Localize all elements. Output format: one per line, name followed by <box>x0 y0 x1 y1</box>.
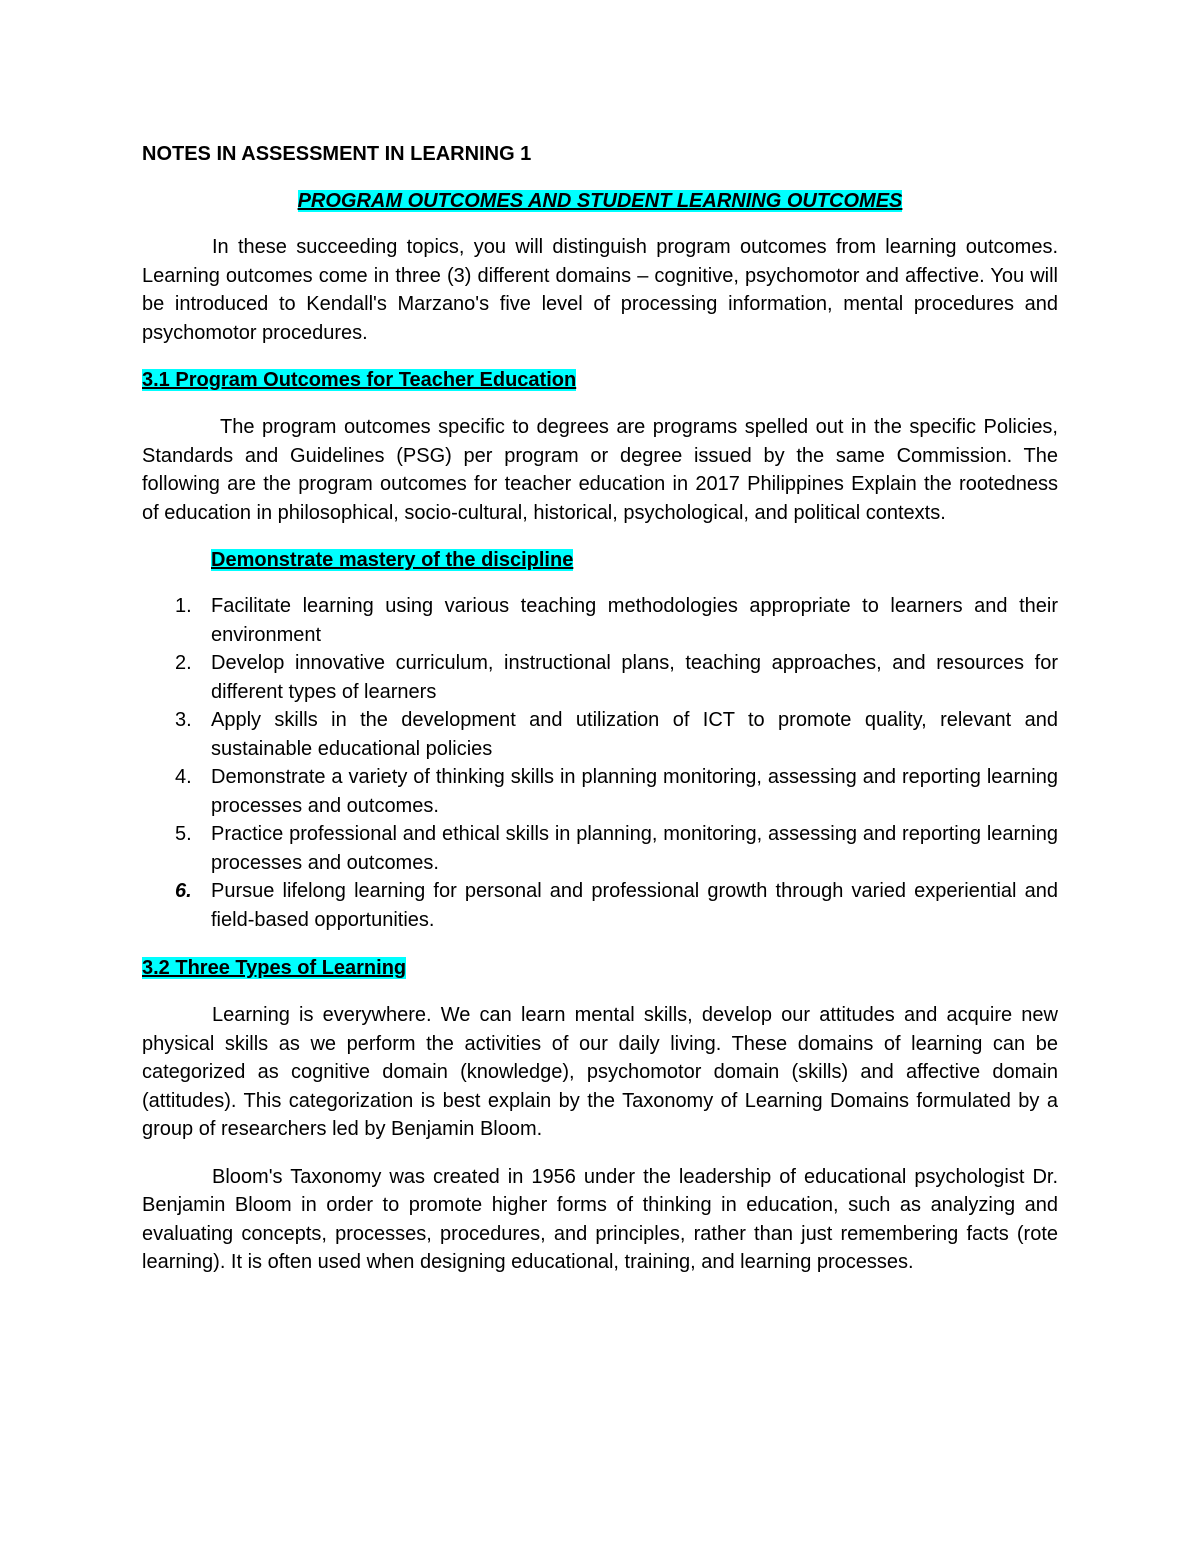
list-item-text: Practice professional and ethical skills in planning, monitoring, assessing and reporting learning processes and outcomes. <box>211 823 1058 874</box>
list-item-number: 3. <box>175 709 192 731</box>
mastery-subheading <box>211 545 1058 575</box>
list-item-number: 6. <box>175 880 192 902</box>
blooms-taxonomy-paragraph: Bloom's Taxonomy was created in 1956 under the leadership of educational psychologist Dr. Benjamin Bloom in order to promote higher forms of thinking in education, such as analyzing and evaluating concepts, processes, procedures, and principles, rather than just remembering facts (rote learning). It is often used when designing educational, training, and learning processes. <box>142 1165 1058 1273</box>
document-title: NOTES IN ASSESSMENT IN LEARNING 1 <box>142 143 532 165</box>
list-item-number: 5. <box>175 823 192 845</box>
list-item-text: Apply skills in the development and utilization of ICT to promote quality, relevant and sustainable educational policies <box>211 709 1058 760</box>
list-item-text: Facilitate learning using various teaching methodologies appropriate to learners and their environment <box>211 595 1058 646</box>
section-heading-3-2 <box>142 953 1058 983</box>
intro-paragraph: In these succeeding topics, you will distinguish program outcomes from learning outcomes. Learning outcomes come in three (3) different domains – cognitive, psychomotor and affective. You will be introduced to Kendall's Marzano's five level of processing information, mental procedures and psychomotor procedures. <box>142 236 1058 344</box>
list-item-text: Develop innovative curriculum, instructional plans, teaching approaches, and resources for different types of learners <box>211 652 1058 703</box>
mastery-subheading-text: Demonstrate mastery of the discipline <box>211 549 574 571</box>
list-item <box>142 706 1058 763</box>
list-item <box>142 592 1058 649</box>
list-item <box>142 820 1058 877</box>
list-item-text: Pursue lifelong learning for personal and professional growth through varied experiential and field-based opportunities. <box>211 880 1058 931</box>
list-item <box>142 763 1058 820</box>
list-item-number: 2. <box>175 652 192 674</box>
section-heading-3-2-text: 3.2 Three Types of Learning <box>142 957 407 979</box>
list-item-number: 1. <box>175 595 192 617</box>
learning-domains-paragraph: Learning is everywhere. We can learn mental skills, develop our attitudes and acquire new physical skills as we perform the activities of our daily living. These domains of learning can be categorized as cognitive domain (knowledge), psychomotor domain (skills) and affective domain (attitudes). This categorization is best explain by the Taxonomy of Learning Domains formulated by a group of researchers led by Benjamin Bloom. <box>142 1004 1058 1140</box>
main-heading-text: PROGRAM OUTCOMES AND STUDENT LEARNING OUTCOMES <box>297 190 903 212</box>
main-heading <box>142 186 1058 216</box>
document-page <box>142 138 1058 1277</box>
section-heading-3-1 <box>142 365 1058 395</box>
list-item <box>142 877 1058 934</box>
section-heading-3-1-text: 3.1 Program Outcomes for Teacher Education <box>142 369 577 391</box>
program-outcomes-paragraph: The program outcomes specific to degrees are programs spelled out in the specific Policies, Standards and Guidelines (PSG) per program or degree issued by the same Commission. The following are the program outcomes for teacher education in 2017 Philippines Explain the rootedness of education in philosophical, socio-cultural, historical, psychological, and political contexts. <box>142 416 1058 524</box>
list-item-number: 4. <box>175 766 192 788</box>
list-item-text: Demonstrate a variety of thinking skills in planning monitoring, assessing and reporting learning processes and outcomes. <box>211 766 1058 817</box>
list-item <box>142 649 1058 706</box>
outcomes-list <box>142 592 1058 934</box>
